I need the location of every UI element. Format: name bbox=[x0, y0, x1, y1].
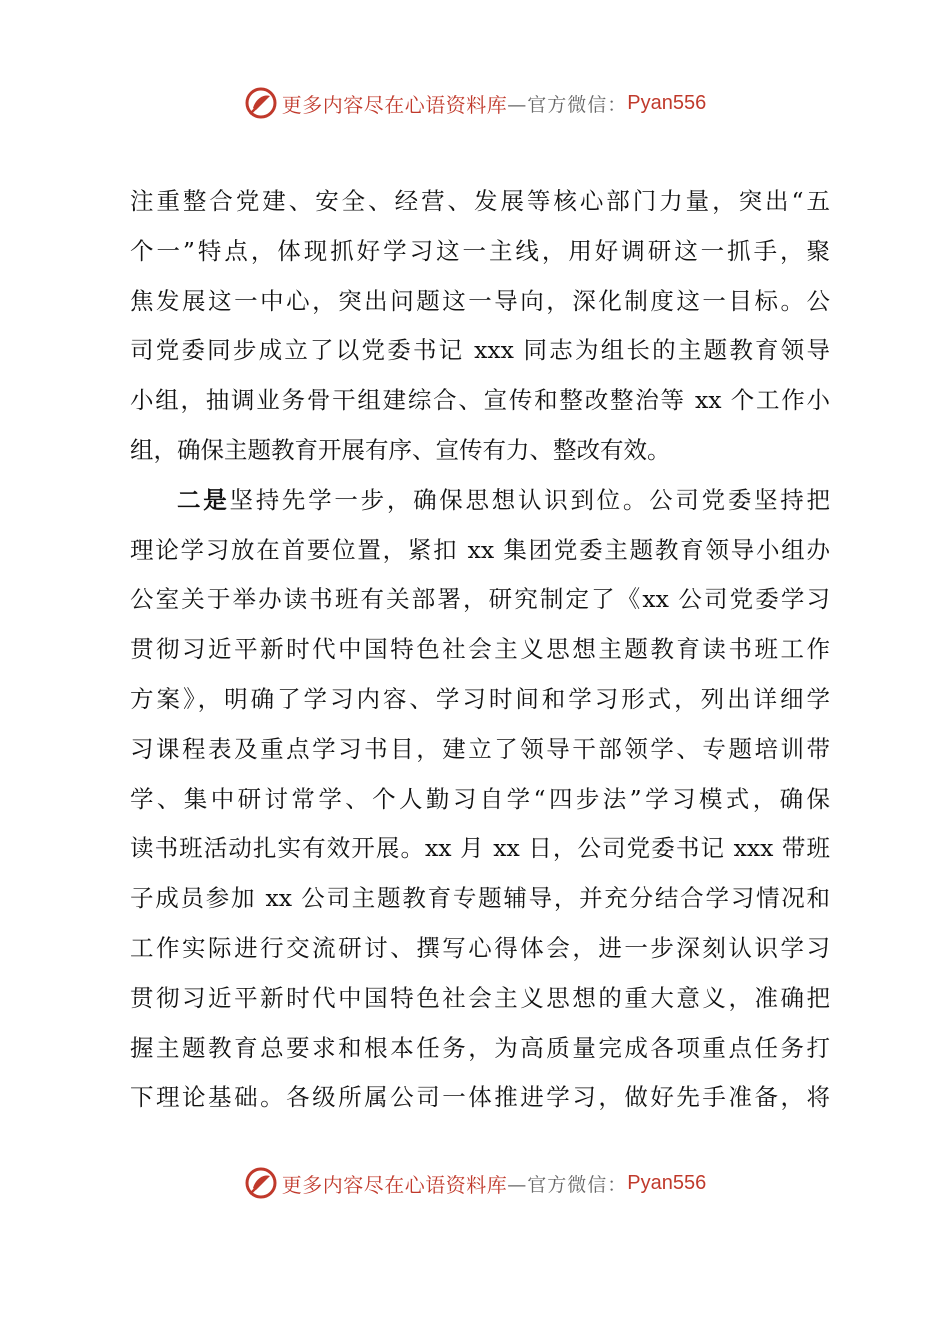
first-line-rest: 坚持先学一步，确保思想认识到位。公司党委坚持把 bbox=[229, 485, 830, 514]
watermark-separator: —官方微信： bbox=[507, 1173, 628, 1196]
text-line: 工作实际进行交流研讨、撰写心得体会，进一步深刻认识学习 bbox=[130, 933, 830, 962]
paragraph-2 bbox=[130, 476, 830, 1123]
paragraph-1 bbox=[130, 177, 830, 476]
text-line: 公室关于举办读书班有关部署，研究制定了《xx 公司党委学习 bbox=[130, 585, 830, 614]
watermark-separator: —官方微信： bbox=[507, 93, 628, 116]
watermark-brand: 更多内容尽在心语资料库 bbox=[281, 1172, 508, 1197]
logo-icon bbox=[244, 1166, 278, 1200]
document-body bbox=[130, 177, 830, 1123]
text-line: 理论学习放在首要位置，紧扣 xx 集团党委主题教育领导小组办 bbox=[130, 535, 830, 564]
text-line: 学、集中研讨常学、个人勤习自学“四步法”学习模式，确保 bbox=[130, 784, 830, 813]
logo-icon bbox=[244, 86, 278, 120]
watermark-banner-top bbox=[0, 83, 950, 123]
text-line: 下理论基础。各级所属公司一体推进学习，做好先手准备，将 bbox=[130, 1083, 830, 1112]
watermark-banner-bottom bbox=[0, 1163, 950, 1203]
text-line: 焦发展这一中心，突出问题这一导向，深化制度这一目标。公 bbox=[130, 286, 830, 315]
text-line: 组，确保主题教育开展有序、宣传有力、整改有效。 bbox=[130, 435, 671, 464]
text-line: 个一”特点，体现抓好学习这一主线，用好调研这一抓手，聚 bbox=[130, 236, 830, 265]
paragraph-lead: 二是 bbox=[177, 485, 230, 514]
text-line: 小组，抽调业务骨干组建综合、宣传和整改整治等 xx 个工作小 bbox=[130, 386, 830, 415]
watermark-brand: 更多内容尽在心语资料库 bbox=[281, 92, 508, 117]
text-line: 贯彻习近平新时代中国特色社会主义思想主题教育读书班工作 bbox=[130, 635, 830, 664]
text-line: 握主题教育总要求和根本任务，为高质量完成各项重点任务打 bbox=[130, 1033, 830, 1062]
watermark-account: Pyan556 bbox=[627, 1171, 707, 1194]
text-line: 司党委同步成立了以党委书记 xxx 同志为组长的主题教育领导 bbox=[130, 336, 830, 365]
text-line: 注重整合党建、安全、经营、发展等核心部门力量，突出“五 bbox=[130, 187, 830, 215]
text-line: 子成员参加 xx 公司主题教育专题辅导，并充分结合学习情况和 bbox=[130, 884, 830, 913]
text-line: 习课程表及重点学习书目，建立了领导干部领学、专题培训带 bbox=[130, 734, 830, 763]
text-line: 贯彻习近平新时代中国特色社会主义思想的重大意义，准确把 bbox=[130, 983, 830, 1012]
text-line: 读书班活动扎实有效开展。xx 月 xx 日，公司党委书记 xxx 带班 bbox=[130, 834, 830, 863]
text-line: 方案》，明确了学习内容、学习时间和学习形式，列出详细学 bbox=[130, 684, 830, 713]
text-line-first bbox=[130, 476, 830, 526]
watermark-account: Pyan556 bbox=[627, 91, 707, 114]
